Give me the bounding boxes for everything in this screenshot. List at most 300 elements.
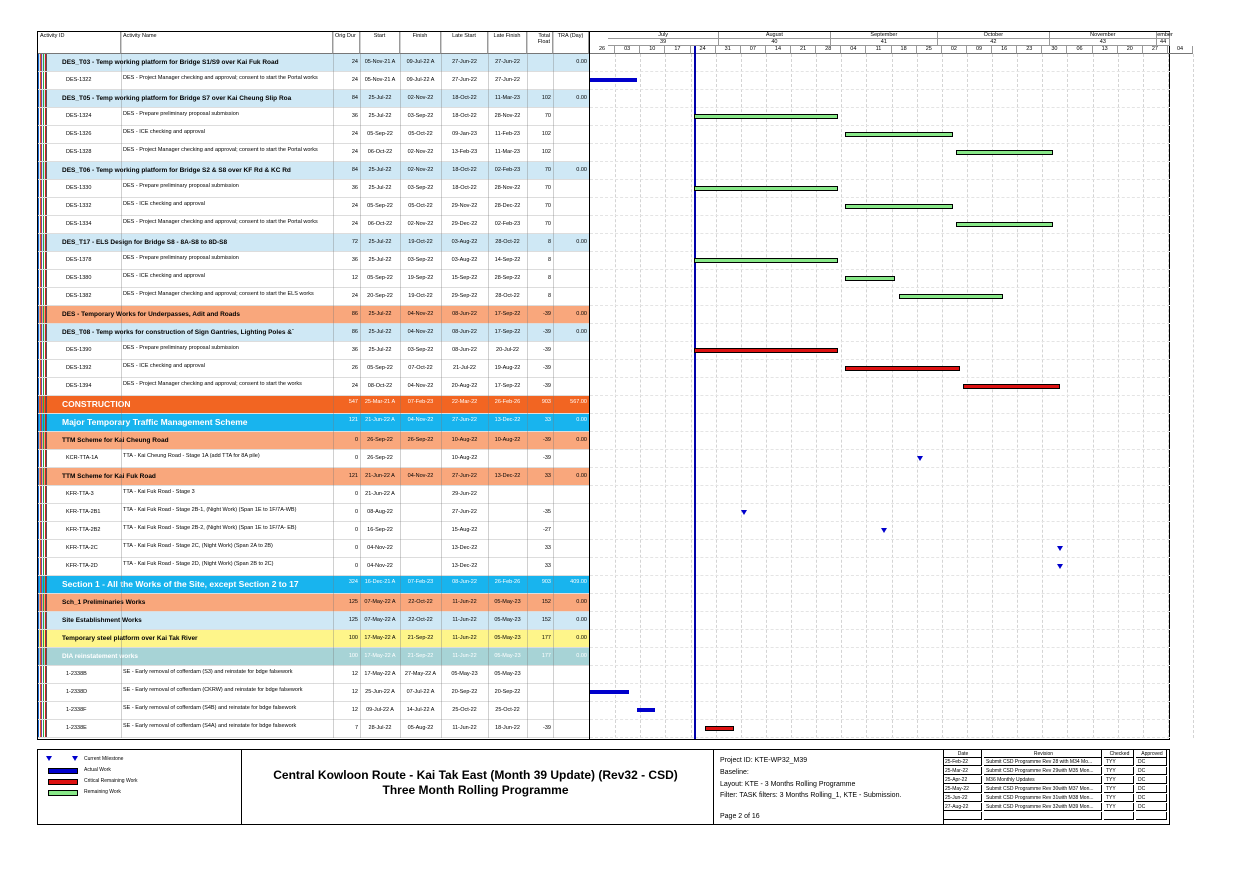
indent-stripe <box>40 558 41 575</box>
cell-start: 05-Sep-22 <box>367 365 393 371</box>
indent-stripe <box>40 216 41 233</box>
cell-id: DES-1322 <box>66 77 92 83</box>
indent-stripe <box>43 414 44 431</box>
cell-float: 102 <box>541 95 551 101</box>
indent-stripe <box>38 396 39 413</box>
cell-finish: 27-May-22 A <box>404 671 437 677</box>
gantt-row-line <box>590 125 1170 126</box>
cell-id: KFR-TTA-2C <box>66 545 98 551</box>
indent-stripe <box>46 180 47 197</box>
indent-stripe <box>46 306 47 323</box>
milestone-marker[interactable] <box>1057 564 1063 569</box>
cell-lstart: 15-Sep-22 <box>451 275 478 281</box>
gantt-row-line <box>590 323 1170 324</box>
cell-lfinish: 28-Nov-22 <box>494 113 521 119</box>
indent-stripe <box>46 486 47 503</box>
revision-cell-checked: TYY <box>1104 776 1134 784</box>
revision-cell-date: 25-Apr-22 <box>943 776 982 784</box>
indent-stripe <box>46 324 47 341</box>
actual-bar[interactable] <box>590 690 629 694</box>
indent-stripe <box>45 666 46 683</box>
cell-start: 21-Jun-22 A <box>365 473 395 479</box>
cell-dur: 24 <box>351 203 358 209</box>
cell-float: 70 <box>544 167 551 173</box>
cell-dur: 84 <box>351 167 358 173</box>
remaining-bar[interactable] <box>845 204 953 209</box>
indent-stripe <box>45 234 46 251</box>
cell-lstart: 10-Aug-22 <box>451 437 478 443</box>
cell-name: DES - Prepare preliminary proposal submission <box>123 345 239 351</box>
indent-stripe <box>40 648 41 665</box>
indent-stripe <box>40 540 41 557</box>
cell-lstart: 03-Aug-22 <box>451 239 478 245</box>
indent-stripe <box>45 126 46 143</box>
col-header-activity-id[interactable]: Activity ID <box>38 32 121 54</box>
legend-label: Critical Remaining Work <box>84 778 138 784</box>
indent-stripe <box>40 288 41 305</box>
indent-stripe <box>38 360 39 377</box>
actual-bar[interactable] <box>590 78 637 82</box>
indent-stripes <box>38 378 48 395</box>
indent-stripe <box>40 234 41 251</box>
indent-stripe <box>41 180 42 197</box>
cell-id: 1-2338F <box>66 707 87 713</box>
cell-float: 70 <box>544 113 551 119</box>
cell-finish: 04-Nov-22 <box>407 417 434 423</box>
cell-lstart: 18-Oct-22 <box>452 95 477 101</box>
gantt-row-line <box>590 71 1170 72</box>
cell-dur: 0 <box>354 545 358 551</box>
indent-stripe <box>46 684 47 701</box>
indent-stripe <box>38 144 39 161</box>
indent-stripe <box>43 378 44 395</box>
gantt-chart <box>589 32 1184 739</box>
indent-stripe <box>46 540 47 557</box>
critical-bar[interactable] <box>694 348 838 353</box>
cell-start: 08-Oct-22 <box>367 383 393 389</box>
indent-stripe <box>41 504 42 521</box>
gantt-row-line <box>590 485 1170 486</box>
indent-stripe <box>43 558 44 575</box>
indent-stripes <box>38 486 48 503</box>
project-layout: Layout: KTE - 3 Months Rolling Programme <box>720 781 856 788</box>
cell-lstart: 29-Nov-22 <box>451 203 478 209</box>
indent-stripe <box>45 54 46 71</box>
gantt-row-line <box>590 107 1170 108</box>
cell-lfinish: 25-Oct-22 <box>495 707 520 713</box>
indent-stripe <box>45 486 46 503</box>
remaining-bar[interactable] <box>845 132 953 137</box>
cell-lstart: 20-Sep-22 <box>451 689 478 695</box>
cell-tra: 0.00 <box>576 437 587 443</box>
indent-stripe <box>43 216 44 233</box>
indent-stripe <box>40 306 41 323</box>
indent-stripe <box>38 666 39 683</box>
indent-stripe <box>38 324 39 341</box>
indent-stripe <box>46 342 47 359</box>
col-header-total-float[interactable]: Total Float <box>527 32 553 54</box>
cell-dur: 121 <box>348 473 358 479</box>
indent-stripe <box>43 324 44 341</box>
indent-stripe <box>41 576 42 593</box>
cell-lfinish: 20-Sep-22 <box>494 689 521 695</box>
day-label: 18 <box>892 46 917 54</box>
milestone-marker[interactable] <box>881 528 887 533</box>
indent-stripe <box>45 270 46 287</box>
revision-cell-empty <box>943 812 982 820</box>
indent-stripe <box>43 468 44 485</box>
week-gridline <box>691 54 692 738</box>
cell-lstart: 18-Oct-22 <box>452 113 477 119</box>
cell-tra: 0.00 <box>576 617 587 623</box>
indent-stripe <box>38 342 39 359</box>
indent-stripes <box>38 144 48 161</box>
cell-name: DES - Temporary Works for Underpasses, Adit and Roads <box>62 311 240 318</box>
cell-start: 05-Sep-22 <box>367 203 393 209</box>
indent-stripe <box>40 720 41 737</box>
indent-stripe <box>45 594 46 611</box>
indent-stripe <box>38 180 39 197</box>
cell-lstart: 29-Dec-22 <box>451 221 478 227</box>
cell-name: CONSTRUCTION <box>62 399 131 409</box>
day-label: 10 <box>640 46 665 54</box>
cell-name: DES - ICE checking and approval <box>123 273 205 279</box>
indent-stripe <box>38 432 39 449</box>
critical-bar[interactable] <box>845 366 960 371</box>
week-gridline <box>615 54 616 738</box>
cell-id: KFR-TTA-2B2 <box>66 527 101 533</box>
cell-start: 26-Sep-22 <box>367 437 393 443</box>
cell-name: TTA - Kai Cheung Road - Stage 1A (add TTA for 8A pile) <box>123 453 260 459</box>
indent-stripe <box>45 558 46 575</box>
actual-bar[interactable] <box>637 708 655 712</box>
remaining-bar[interactable] <box>956 150 1053 155</box>
cell-tra: 0.00 <box>576 59 587 65</box>
cell-id: KFR-TTA-2D <box>66 563 98 569</box>
cell-lfinish: 27-Jun-22 <box>495 59 520 65</box>
cell-lfinish: 10-Aug-22 <box>494 437 521 443</box>
cell-lfinish: 05-May-23 <box>494 617 521 623</box>
cell-name: SE - Early removal of cofferdam (S4B) and reinstate for bdge falsework <box>123 705 297 711</box>
gantt-row-line <box>590 305 1170 306</box>
gantt-row-line <box>590 413 1170 414</box>
cell-name: DES - Project Manager checking and approval; consent to start the ELS works <box>123 291 314 297</box>
indent-stripes <box>38 342 48 359</box>
gantt-row-line <box>590 629 1170 630</box>
cell-finish: 05-Oct-22 <box>408 203 433 209</box>
month-header <box>1050 32 1158 39</box>
day-label: 28 <box>816 46 841 54</box>
indent-stripe <box>43 270 44 287</box>
revision-cell-checked: TYY <box>1104 803 1134 811</box>
gantt-row-line <box>590 449 1170 450</box>
indent-stripes <box>38 216 48 233</box>
cell-lfinish: 05-May-23 <box>494 671 521 677</box>
cell-float: 8 <box>547 257 551 263</box>
cell-name: DES - ICE checking and approval <box>123 363 205 369</box>
cell-start: 25-Jul-22 <box>368 239 392 245</box>
revision-cell-revision: Submit CSD Programme Rev 31with M38 Mon... <box>984 794 1102 802</box>
cell-float: 8 <box>547 239 551 245</box>
indent-stripe <box>43 684 44 701</box>
month-name: July <box>658 32 668 38</box>
cell-lfinish: 11-Mar-23 <box>495 149 520 155</box>
revision-cell-revision: M36 Monthly Updates <box>984 776 1102 784</box>
cell-finish: 21-Sep-22 <box>407 653 434 659</box>
week-gridline <box>640 54 641 738</box>
cell-lstart: 13-Dec-22 <box>451 545 478 551</box>
indent-stripe <box>45 540 46 557</box>
indent-stripe <box>45 198 46 215</box>
col-header-finish[interactable]: Finish <box>400 32 441 54</box>
indent-stripe <box>38 90 39 107</box>
indent-stripe <box>41 468 42 485</box>
indent-stripes <box>38 450 48 467</box>
indent-stripe <box>38 576 39 593</box>
week-gridline <box>665 54 666 738</box>
cell-tra: 0.00 <box>576 167 587 173</box>
indent-stripe <box>40 270 41 287</box>
indent-stripes <box>38 702 48 719</box>
cell-lstart: 11-Jun-22 <box>452 617 477 623</box>
indent-stripe <box>45 306 46 323</box>
indent-stripe <box>43 648 44 665</box>
cell-float: 33 <box>544 473 551 479</box>
cell-float: -39 <box>543 329 551 335</box>
gantt-row-line <box>590 557 1170 558</box>
title-block <box>242 768 709 798</box>
indent-stripe <box>46 144 47 161</box>
cell-lstart: 27-Jun-22 <box>452 59 477 65</box>
cell-lstart: 15-Aug-22 <box>451 527 478 533</box>
indent-stripe <box>41 540 42 557</box>
cell-name: DES - ICE checking and approval <box>123 129 205 135</box>
indent-stripe <box>41 360 42 377</box>
indent-stripe <box>45 342 46 359</box>
cell-lstart: 27-Jun-22 <box>452 417 477 423</box>
indent-stripe <box>41 324 42 341</box>
cell-dur: 86 <box>351 311 358 317</box>
day-label: 09 <box>967 46 992 54</box>
project-info <box>713 750 944 824</box>
revision-cell-approved: DC <box>1136 776 1167 784</box>
revision-header-revision: Revision <box>984 750 1102 758</box>
cell-finish: 19-Oct-22 <box>408 239 433 245</box>
indent-stripe <box>43 126 44 143</box>
cell-start: 08-Aug-22 <box>367 509 393 515</box>
cell-lstart: 10-Aug-22 <box>451 455 478 461</box>
cell-start: 07-May-22 A <box>364 617 396 623</box>
indent-stripe <box>45 648 46 665</box>
indent-stripes <box>38 324 48 341</box>
week-gridline <box>1093 54 1094 738</box>
indent-stripe <box>46 702 47 719</box>
remaining-bar[interactable] <box>694 114 838 119</box>
cell-start: 25-Jun-22 A <box>365 689 395 695</box>
cell-finish: 04-Nov-22 <box>407 473 434 479</box>
milestone-marker[interactable] <box>741 510 747 515</box>
indent-stripe <box>40 342 41 359</box>
indent-stripe <box>38 450 39 467</box>
cell-float: 70 <box>544 221 551 227</box>
indent-stripe <box>41 54 42 71</box>
indent-stripes <box>38 540 48 557</box>
cell-finish: 09-Jul-22 A <box>406 59 435 65</box>
cell-lstart: 13-Feb-23 <box>451 149 478 155</box>
indent-stripes <box>38 126 48 143</box>
indent-stripes <box>38 594 48 611</box>
col-header-tra[interactable]: TRA (Day) <box>553 32 589 54</box>
col-header-start[interactable]: Start <box>360 32 400 54</box>
week-number: 42 <box>938 39 1049 46</box>
indent-stripes <box>38 468 48 485</box>
cell-name: Sch_1 Preliminaries Works <box>62 599 146 606</box>
indent-stripe <box>46 360 47 377</box>
week-gridline <box>741 54 742 738</box>
indent-stripe <box>46 630 47 647</box>
month-header <box>938 32 1049 39</box>
remaining-bar[interactable] <box>845 276 895 281</box>
remaining-bar[interactable] <box>899 294 1003 299</box>
cell-finish: 07-Feb-23 <box>407 399 434 405</box>
indent-stripe <box>46 594 47 611</box>
column-separator <box>488 32 489 738</box>
indent-stripe <box>40 180 41 197</box>
indent-stripe <box>46 666 47 683</box>
indent-stripes <box>38 252 48 269</box>
indent-stripe <box>41 720 42 737</box>
cell-finish: 02-Nov-22 <box>407 221 434 227</box>
cell-name: DES - Prepare preliminary proposal submission <box>123 183 239 189</box>
indent-stripe <box>43 144 44 161</box>
indent-stripe <box>43 306 44 323</box>
cell-dur: 12 <box>351 707 358 713</box>
day-label: 11 <box>866 46 891 54</box>
col-header-late-finish[interactable]: Late Finish <box>488 32 527 54</box>
cell-name: DES - Prepare preliminary proposal submission <box>123 111 239 117</box>
cell-lstart: 22-Mar-22 <box>451 399 478 405</box>
revision-cell-date: 27-Aug-22 <box>943 803 982 811</box>
indent-stripe <box>43 108 44 125</box>
legend-box <box>38 750 242 824</box>
revision-table <box>943 750 1169 824</box>
revision-cell-empty <box>1136 812 1167 820</box>
remaining-bar[interactable] <box>956 222 1053 227</box>
indent-stripes <box>38 504 48 521</box>
indent-stripe <box>46 216 47 233</box>
indent-stripe <box>46 468 47 485</box>
cell-id: KCR-TTA-1A <box>66 455 98 461</box>
indent-stripe <box>45 360 46 377</box>
cell-float: 102 <box>541 131 551 137</box>
indent-stripe <box>40 396 41 413</box>
cell-lfinish: 11-Feb-23 <box>495 131 520 137</box>
revision-cell-revision: Submit CSD Programme Rev 28 with M34 Mo... <box>984 758 1102 766</box>
cell-finish: 21-Sep-22 <box>407 635 434 641</box>
col-header-late-start[interactable]: Late Start <box>441 32 488 54</box>
indent-stripe <box>41 198 42 215</box>
gantt-row-line <box>590 611 1170 612</box>
cell-float: -39 <box>543 311 551 317</box>
activity-table <box>38 32 589 739</box>
cell-lstart: 29-Sep-22 <box>451 293 478 299</box>
cell-lstart: 13-Dec-22 <box>451 563 478 569</box>
cell-float: -39 <box>543 455 551 461</box>
revision-cell-approved: DC <box>1136 803 1167 811</box>
indent-stripe <box>45 720 46 737</box>
cell-dur: 0 <box>354 509 358 515</box>
week-gridline <box>967 54 968 738</box>
indent-stripe <box>41 558 42 575</box>
cell-float: 8 <box>547 293 551 299</box>
col-header-orig-dur[interactable]: Orig Dur <box>333 32 360 54</box>
indent-stripe <box>46 54 47 71</box>
indent-stripes <box>38 234 48 251</box>
cell-dur: 125 <box>348 599 358 605</box>
milestone-marker[interactable] <box>917 456 923 461</box>
milestone-marker[interactable] <box>1057 546 1063 551</box>
cell-lstart: 27-Jun-22 <box>452 473 477 479</box>
critical-bar[interactable] <box>705 726 734 731</box>
cell-dur: 26 <box>351 365 358 371</box>
indent-stripe <box>43 720 44 737</box>
indent-stripes <box>38 432 48 449</box>
revision-cell-date: 25-Mar-22 <box>943 767 982 775</box>
indent-stripe <box>41 342 42 359</box>
cell-lfinish: 18-Jun-22 <box>495 725 520 731</box>
revision-cell-approved: DC <box>1136 785 1167 793</box>
indent-stripe <box>40 126 41 143</box>
revision-cell-revision: Submit CSD Programme Rev 30with M37 Mon... <box>984 785 1102 793</box>
cell-start: 09-Jul-22 A <box>366 707 394 713</box>
remaining-bar[interactable] <box>694 186 838 191</box>
indent-stripe <box>41 90 42 107</box>
gantt-row-line <box>590 341 1170 342</box>
critical-bar[interactable] <box>963 384 1060 389</box>
cell-dur: 125 <box>348 617 358 623</box>
cell-finish: 03-Sep-22 <box>407 257 434 263</box>
col-header-activity-name[interactable]: Activity Name <box>121 32 333 54</box>
indent-stripe <box>41 522 42 539</box>
cell-tra: 0.00 <box>576 635 587 641</box>
week-gridline <box>1118 54 1119 738</box>
week-gridline <box>791 54 792 738</box>
legend-swatch-milestone <box>46 756 52 761</box>
cell-lstart: 08-Jun-22 <box>452 347 477 353</box>
gantt-row-line <box>590 431 1170 432</box>
indent-stripe <box>38 162 39 179</box>
indent-stripe <box>38 468 39 485</box>
indent-stripe <box>38 378 39 395</box>
cell-finish: 02-Nov-22 <box>407 167 434 173</box>
day-label: 07 <box>741 46 766 54</box>
indent-stripes <box>38 414 48 431</box>
week-gridline <box>841 54 842 738</box>
indent-stripe <box>40 522 41 539</box>
revision-cell-date: 25-Jun-22 <box>943 794 982 802</box>
indent-stripes <box>38 306 48 323</box>
cell-name: DES - Project Manager checking and approval; consent to start the works <box>123 381 302 387</box>
day-label: 13 <box>1093 46 1118 54</box>
cell-float: 8 <box>547 275 551 281</box>
week-gridline <box>1168 54 1169 738</box>
indent-stripe <box>40 252 41 269</box>
remaining-bar[interactable] <box>694 258 838 263</box>
cell-lstart: 05-May-23 <box>451 671 478 677</box>
cell-id: DES-1326 <box>66 131 92 137</box>
indent-stripe <box>43 540 44 557</box>
indent-stripes <box>38 648 48 665</box>
